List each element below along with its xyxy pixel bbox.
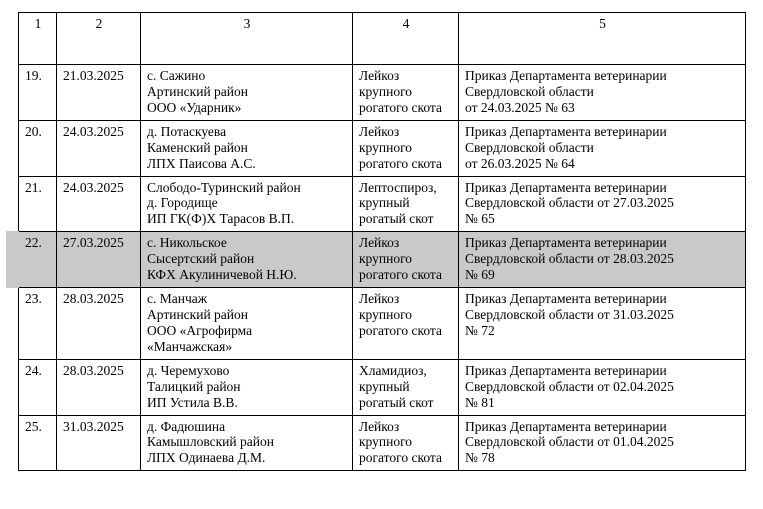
row-location-cell	[141, 120, 353, 176]
row-order-cell-line: Приказ Департамента ветеринарии	[465, 235, 667, 251]
row-disease-cell-line: крупного	[359, 251, 413, 267]
row-number-cell: 23.	[19, 288, 57, 360]
row-date-cell: 24.03.2025	[57, 120, 141, 176]
row-order-cell-line: Свердловской области от 27.03.2025	[465, 195, 674, 211]
row-location-cell-line: с. Никольское	[147, 235, 227, 251]
row-location-cell-line: ООО «Агрофирма	[147, 322, 253, 338]
table-body	[19, 65, 746, 471]
column-header-2-label: 2	[95, 16, 103, 31]
row-location-cell-line: с. Сажино	[147, 68, 206, 83]
table-header	[19, 13, 746, 65]
column-header-1-label: 1	[34, 16, 42, 31]
row-disease-cell	[353, 359, 459, 415]
row-order-cell	[459, 65, 746, 121]
row-order-cell	[459, 359, 746, 415]
row-order-cell-line: Приказ Департамента ветеринарии	[465, 362, 667, 378]
row-date-cell: 24.03.2025	[57, 176, 141, 232]
row-location-cell-line: Слободо-Туринский район	[147, 179, 301, 195]
table-row	[19, 120, 746, 176]
row-number-cell: 25.	[19, 415, 57, 471]
row-disease-cell	[353, 65, 459, 121]
row-disease-cell-line: крупного	[359, 139, 413, 155]
row-order-cell-line: Свердловской области от 01.04.2025	[465, 434, 674, 450]
row-order-cell	[459, 415, 746, 471]
row-location-cell-line: Камышловский район	[147, 434, 274, 450]
row-date-cell: 28.03.2025	[57, 359, 141, 415]
row-order-cell-line: Приказ Департамента ветеринарии	[465, 291, 667, 307]
row-order-cell-line: Свердловской области от 02.04.2025	[465, 378, 674, 394]
table-header-row	[19, 13, 746, 65]
row-disease-cell-line: крупный	[359, 195, 410, 211]
table-row	[19, 232, 746, 288]
row-number-cell: 21.	[19, 176, 57, 232]
row-location-cell-line: Сысертский район	[147, 251, 255, 267]
row-order-cell-line: № 78	[465, 450, 495, 466]
row-disease-cell	[353, 120, 459, 176]
table-row	[19, 359, 746, 415]
row-location-cell-line: Талицкий район	[147, 378, 241, 394]
row-disease-cell-line: рогатый скот	[359, 394, 434, 410]
column-header-3-label: 3	[243, 16, 251, 31]
row-disease-cell-line: крупного	[359, 306, 413, 322]
row-number-cell: 20.	[19, 120, 57, 176]
row-order-cell-line: Свердловской области	[465, 139, 594, 155]
row-order-cell-line: № 65	[465, 211, 495, 227]
row-location-cell-line: Артинский район	[147, 306, 248, 322]
column-header-2	[57, 13, 141, 65]
table-row	[19, 415, 746, 471]
row-number-cell: 22.	[19, 232, 57, 288]
outbreak-registry-table	[18, 12, 746, 471]
row-location-cell-line: ООО «Ударник»	[147, 99, 242, 115]
row-order-cell	[459, 232, 746, 288]
row-location-cell-line: с. Манчаж	[147, 291, 208, 307]
row-location-cell-line: ЛПХ Одинаева Д.М.	[147, 450, 266, 466]
row-location-cell	[141, 288, 353, 360]
row-location-cell	[141, 176, 353, 232]
row-order-cell-line: от 24.03.2025 № 63	[465, 99, 575, 115]
row-order-cell-line: Свердловской области	[465, 83, 594, 99]
row-disease-cell-line: Хламидиоз,	[359, 362, 427, 378]
row-location-cell-line: д. Потаскуева	[147, 123, 227, 139]
table-row	[19, 65, 746, 121]
row-disease-cell-line: рогатого скота	[359, 155, 442, 171]
row-order-cell-line: № 69	[465, 267, 495, 283]
row-date-cell: 27.03.2025	[57, 232, 141, 288]
row-order-cell	[459, 288, 746, 360]
row-location-cell	[141, 65, 353, 121]
row-number-cell: 24.	[19, 359, 57, 415]
row-order-cell-line: № 72	[465, 322, 495, 338]
row-number-cell: 19.	[19, 65, 57, 121]
row-disease-cell-line: рогатого скота	[359, 322, 442, 338]
column-header-4	[353, 13, 459, 65]
row-disease-cell-line: Лейкоз	[359, 235, 400, 251]
row-location-cell-line: д. Фадюшина	[147, 418, 226, 434]
column-header-5-label: 5	[599, 16, 606, 31]
row-disease-cell-line: Лейкоз	[359, 418, 400, 434]
column-header-1	[19, 13, 57, 65]
row-location-cell-line: «Манчажская»	[147, 338, 233, 354]
row-location-cell-line: Артинский район	[147, 83, 248, 99]
column-header-4-label: 4	[402, 16, 410, 31]
row-disease-cell	[353, 232, 459, 288]
row-disease-cell	[353, 176, 459, 232]
table-row	[19, 288, 746, 360]
row-location-cell	[141, 415, 353, 471]
row-order-cell	[459, 120, 746, 176]
row-order-cell-line: Приказ Департамента ветеринарии	[465, 123, 667, 139]
row-order-cell-line: Приказ Департамента ветеринарии	[465, 68, 667, 83]
row-location-cell-line: ИП Устила В.В.	[147, 394, 238, 410]
row-location-cell-line: Каменский район	[147, 139, 248, 155]
row-disease-cell-line: рогатого скота	[359, 450, 442, 466]
row-order-cell	[459, 176, 746, 232]
row-disease-cell-line: Лейкоз	[359, 291, 400, 307]
row-order-cell-line: от 26.03.2025 № 64	[465, 155, 575, 171]
column-header-5	[459, 13, 746, 65]
row-location-cell-line: ИП ГК(Ф)Х Тарасов В.П.	[147, 211, 295, 227]
row-disease-cell-line: рогатого скота	[359, 99, 442, 115]
row-disease-cell-line: Лейкоз	[359, 68, 400, 83]
row-order-cell-line: Свердловской области от 31.03.2025	[465, 306, 674, 322]
row-location-cell	[141, 359, 353, 415]
column-header-3	[141, 13, 353, 65]
row-order-cell-line: Свердловской области от 28.03.2025	[465, 251, 674, 267]
row-order-cell-line: Приказ Департамента ветеринарии	[465, 418, 667, 434]
row-disease-cell-line: рогатый скот	[359, 211, 434, 227]
row-disease-cell-line: рогатого скота	[359, 267, 442, 283]
row-disease-cell-line: крупного	[359, 83, 413, 99]
row-date-cell: 28.03.2025	[57, 288, 141, 360]
row-location-cell-line: КФХ Акулиничевой Н.Ю.	[147, 267, 297, 283]
row-disease-cell-line: Лейкоз	[359, 123, 400, 139]
row-location-cell-line: д. Городище	[147, 195, 218, 211]
row-location-cell-line: д. Черемухово	[147, 362, 230, 378]
row-location-cell	[141, 232, 353, 288]
row-disease-cell-line: крупный	[359, 378, 410, 394]
row-disease-cell-line: Лептоспироз,	[359, 179, 437, 195]
row-disease-cell	[353, 415, 459, 471]
row-date-cell: 31.03.2025	[57, 415, 141, 471]
row-disease-cell-line: крупного	[359, 434, 413, 450]
table-row	[19, 176, 746, 232]
row-order-cell-line: Приказ Департамента ветеринарии	[465, 179, 667, 195]
row-date-cell: 21.03.2025	[57, 65, 141, 121]
row-order-cell-line: № 81	[465, 394, 495, 410]
row-location-cell-line: ЛПХ Паисова А.С.	[147, 155, 256, 171]
row-disease-cell	[353, 288, 459, 360]
